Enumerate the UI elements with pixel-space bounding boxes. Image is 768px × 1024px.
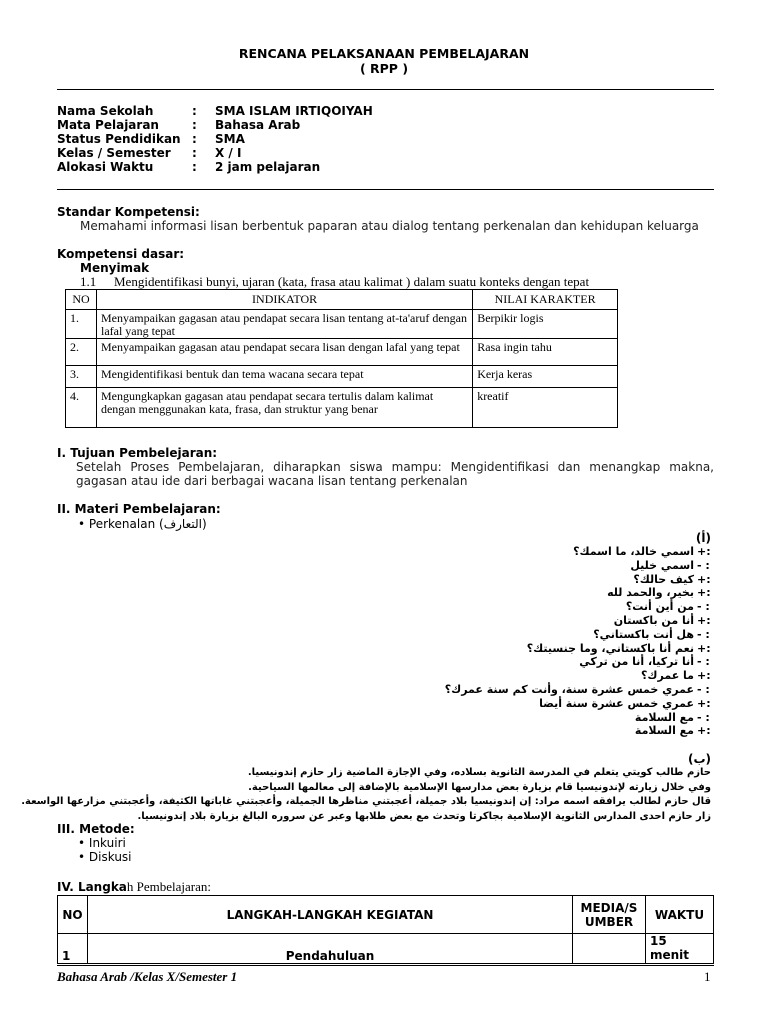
identity-value: SMA: [215, 132, 245, 146]
section-a-label: (أ): [695, 531, 711, 545]
divider-identity: [57, 189, 714, 190]
divider-top: [57, 89, 714, 90]
identity-separator: :: [192, 118, 197, 132]
langkah-media: [573, 934, 646, 964]
kompetensi-sub: Menyimak: [80, 261, 150, 275]
identity-separator: :: [192, 146, 197, 160]
identity-label: Nama Sekolah: [57, 104, 154, 118]
dialog-line: نعم أنا باكستاني، وما جنسيتك؟: [526, 641, 694, 655]
dialog-speaker-mark: +:: [697, 724, 711, 738]
langkah-row: [58, 934, 714, 964]
metode-item-text: Inkuiri: [88, 836, 126, 850]
dialog-speaker-mark: - :: [697, 710, 710, 724]
dialog-line: عمري خمس عشرة سنة أيضا: [539, 696, 694, 710]
kompetensi-item-no: 1.1: [80, 274, 97, 289]
standar-heading: Standar Kompetensi:: [57, 205, 200, 219]
indicator-text: Mengungkapkan gagasan atau pendapat secara tertulis dalam kalimat dengan menggunakan kata, frasa, dan struktur yang benar: [96, 388, 472, 428]
langkah-header-media: MEDIA/S UMBER: [573, 896, 646, 934]
dialog-line: ما عمرك؟: [641, 669, 694, 683]
dialog-speaker-mark: +:: [697, 696, 711, 710]
indicator-header-nilai: NILAI KARAKTER: [473, 290, 618, 310]
indicator-row: [66, 366, 618, 388]
dialog-speaker-mark: +:: [697, 614, 711, 627]
dialog-speaker-mark: +:: [697, 545, 711, 558]
dialog-speaker-mark: +:: [697, 641, 711, 655]
metode-item: [78, 836, 126, 850]
indicator-no: 2.: [66, 339, 97, 366]
dialog-speaker-mark: - :: [697, 600, 710, 614]
arabic-paragraph-line: وفي خلال زيارته لإندونيسيا قام بزيارة بعض مدارسها الإسلامية بالإضافة إلى معالمها السياحية.: [248, 781, 711, 793]
langkah-waktu: 15 menit: [645, 934, 713, 964]
identity-value: Bahasa Arab: [215, 118, 301, 132]
identity-label: Kelas / Semester: [57, 146, 171, 160]
footer-rule: [57, 965, 714, 966]
dialog-line: كيف حالك؟: [633, 572, 694, 586]
dialog-speaker-mark: +:: [697, 572, 711, 586]
metode-item-text: Diskusi: [88, 850, 132, 864]
dialog-line: من أين أنت؟: [625, 600, 694, 614]
arabic-paragraph-line: حازم طالب كويتي يتعلم في المدرسة الثانوية بسلاده، وفي الإجازة الماضية زار حازم إندونيسيا.: [247, 767, 711, 778]
bullet-icon: •: [78, 836, 89, 850]
dialog-line: هل أنت باكستاني؟: [593, 627, 694, 641]
langkah-header-waktu: WAKTU: [645, 896, 713, 934]
dialog-speaker-mark: - :: [697, 655, 710, 669]
dialog-speaker-mark: - :: [697, 683, 710, 696]
identity-value: SMA ISLAM IRTIQOIYAH: [215, 104, 373, 118]
langkah-heading-bold: IV. Langka: [57, 880, 127, 894]
dialog-speaker-mark: +:: [697, 586, 711, 600]
page-number: 1: [704, 969, 711, 984]
indicator-header-indikator: INDIKATOR: [96, 290, 472, 310]
arabic-paragraph-line: قال حازم لطالب يرافقه اسمه مراد: إن إندونيسيا بلاد جميلة، أعجبتني مناظرها الجميلة، وأعجبتني غاباتها الكثيفة، وأعجبتني مزارعها الواسعة.: [21, 796, 711, 807]
metode-heading: III. Metode:: [57, 822, 135, 836]
langkah-heading-rest: h Pembelajaran:: [126, 879, 212, 894]
tujuan-heading: I. Tujuan Pembelejaran:: [57, 446, 218, 460]
identity-label: Status Pendidikan: [57, 132, 181, 146]
dialog-speaker-mark: +:: [697, 669, 711, 683]
materi-bullet-text: Perkenalan (التعارف): [88, 517, 207, 531]
indicator-text: Mengidentifikasi bentuk dan tema wacana secara tepat: [96, 366, 472, 388]
section-b-label: (ب): [687, 752, 711, 766]
identity-value: 2 jam pelajaran: [215, 160, 321, 174]
document-subtitle: ( RPP ): [359, 61, 409, 76]
standar-text: Memahami informasi lisan berbentuk paparan atau dialog tentang perkenalan dan kehidupan keluarga: [80, 219, 699, 233]
dialog-speaker-mark: - :: [697, 558, 710, 572]
dialog-speaker-mark: - :: [697, 627, 710, 641]
indicator-no: 1.: [66, 310, 97, 339]
footer-left: Bahasa Arab /Kelas X/Semester 1: [57, 969, 238, 984]
langkah-heading: [57, 879, 211, 895]
indicator-header-no: NO: [66, 290, 97, 310]
identity-separator: :: [192, 160, 197, 174]
materi-heading: II. Materi Pembelajaran:: [57, 502, 221, 516]
dialog-line: أنا من باكستان: [613, 614, 694, 627]
dialog-line: مع السلامة: [634, 724, 694, 738]
identity-label: Alokasi Waktu: [57, 160, 154, 174]
kompetensi-item-text: Mengidentifikasi bunyi, ujaran (kata, frasa atau kalimat ) dalam suatu konteks dengan tepat: [114, 274, 590, 289]
dialog-line: مع السلامة: [634, 710, 694, 724]
dialog-line: أنا تركيا، أنا من تركي: [579, 655, 694, 669]
indicator-nilai: Rasa ingin tahu: [473, 339, 618, 366]
identity-separator: :: [192, 104, 197, 118]
document-title: RENCANA PELAKSANAAN PEMBELAJARAN: [238, 46, 530, 61]
indicator-row: [66, 310, 618, 339]
indicator-text: Menyampaikan gagasan atau pendapat secara lisan tentang at-ta'aruf dengan lafal yang tepat: [96, 310, 472, 339]
dialog-line: اسمي خالد، ما اسمك؟: [573, 545, 694, 558]
kompetensi-heading: Kompetensi dasar:: [57, 247, 185, 261]
indicator-row: [66, 388, 618, 428]
materi-bullet: • Perkenalan (التعارف): [78, 517, 207, 531]
indicator-row: [66, 339, 618, 366]
langkah-header-kegiatan: LANGKAH-LANGKAH KEGIATAN: [87, 896, 572, 934]
indicator-table: [65, 289, 618, 428]
dialog-line: عمري خمس عشرة سنة، وأنت كم سنة عمرك؟: [444, 683, 694, 696]
tujuan-text: Setelah Proses Pembelajaran, diharapkan siswa mampu: Mengidentifikasi dan menangkap makna, gagasan atau ide dari berbagai wacana lisan tentang perkenalan: [76, 460, 714, 488]
identity-value: X / I: [215, 146, 242, 160]
indicator-text: Menyampaikan gagasan atau pendapat secara lisan dengan lafal yang tepat: [96, 339, 472, 366]
indicator-nilai: kreatif: [473, 388, 618, 428]
indicator-no: 4.: [66, 388, 97, 428]
dialog-line: اسمي خليل: [630, 558, 694, 572]
indicator-nilai: Kerja keras: [473, 366, 618, 388]
langkah-table: [57, 895, 714, 964]
langkah-kegiatan: Pendahuluan: [87, 934, 572, 964]
identity-separator: :: [192, 132, 197, 146]
dialog-line: بخير، والحمد لله: [607, 586, 694, 600]
metode-item: [78, 850, 132, 864]
langkah-no: 1: [58, 934, 88, 964]
bullet-icon: •: [78, 850, 89, 864]
indicator-no: 3.: [66, 366, 97, 388]
identity-label: Mata Pelajaran: [57, 118, 159, 132]
indicator-nilai: Berpikir logis: [473, 310, 618, 339]
langkah-header-no: NO: [58, 896, 88, 934]
arabic-paragraph-line: زار حازم احدى المدارس الثانوية الإسلامية بجاكرتا وتحدث مع بعض طلابها وعبر عن سروره البالغ بزيارة بلاد إندونيسيا.: [137, 810, 711, 822]
